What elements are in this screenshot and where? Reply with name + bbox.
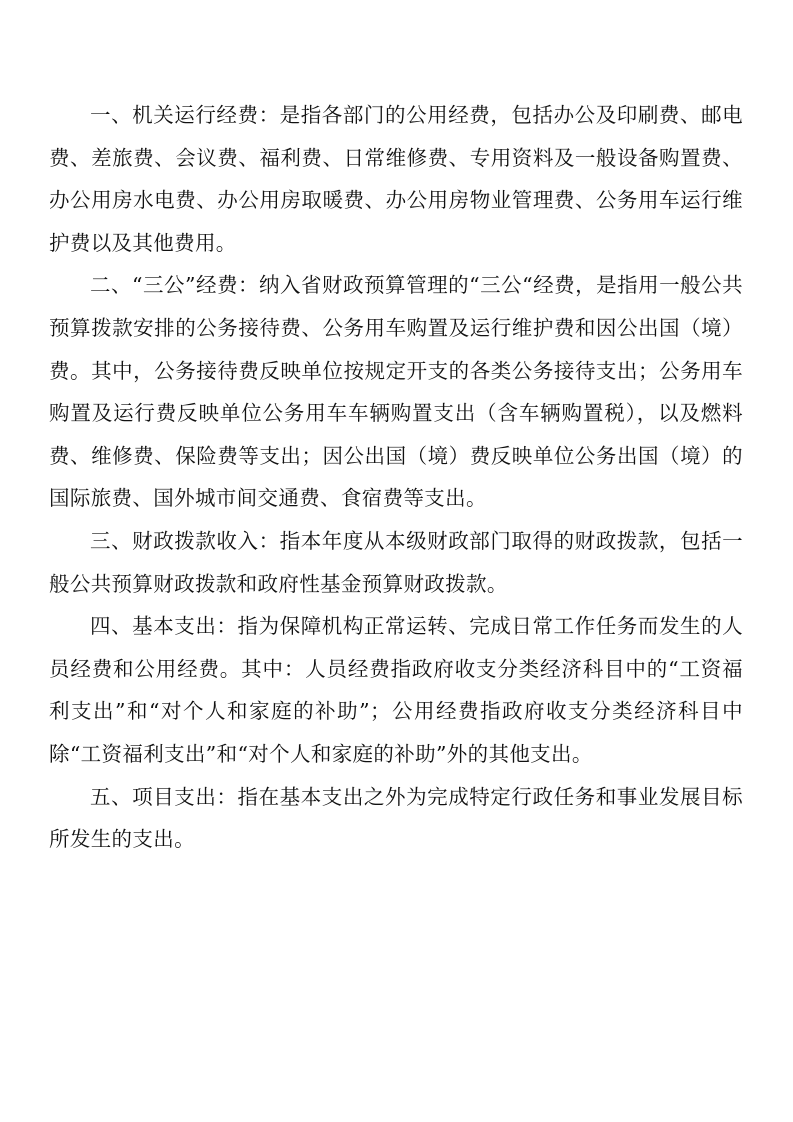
paragraph-three-public-expenses: 二、“三公”经费：纳入省财政预算管理的“三公“经费，是指用一般公共预算拨款安排的公务接待费、公务用车购置及运行维护费和因公出国（境）费。其中，公务接待费反映单位按规定开支的各类公务接待支出；公务用车购置及运行费反映单位公务用车车辆购置支出（含车辆购置税），以及燃料费、维修费、保险费等支出；因公出国（境）费反映单位公务出国（境）的国际旅费、国外城市间交通费、食宿费等支出。	[49, 273, 743, 511]
paragraph-project-expenditure: 五、项目支出：指在基本支出之外为完成特定行政任务和事业发展目标所发生的支出。	[49, 784, 743, 852]
paragraph-fiscal-appropriation-income: 三、财政拨款收入：指本年度从本级财政部门取得的财政拨款，包括一般公共预算财政拨款和政府性基金预算财政拨款。	[49, 528, 743, 596]
paragraph-basic-expenditure: 四、基本支出：指为保障机构正常运转、完成日常工作任务而发生的人员经费和公用经费。其中：人员经费指政府收支分类经济科目中的“工资福利支出”和“对个人和家庭的补助”；公用经费指政府收支分类经济科目中除“工资福利支出”和“对个人和家庭的补助”外的其他支出。	[49, 614, 743, 766]
document-body	[49, 94, 743, 861]
paragraph-operating-expenses: 一、机关运行经费：是指各部门的公用经费，包括办公及印刷费、邮电费、差旅费、会议费、福利费、日常维修费、专用资料及一般设备购置费、办公用房水电费、办公用房取暖费、办公用房物业管理费、公务用车运行维护费以及其他费用。	[49, 103, 743, 255]
